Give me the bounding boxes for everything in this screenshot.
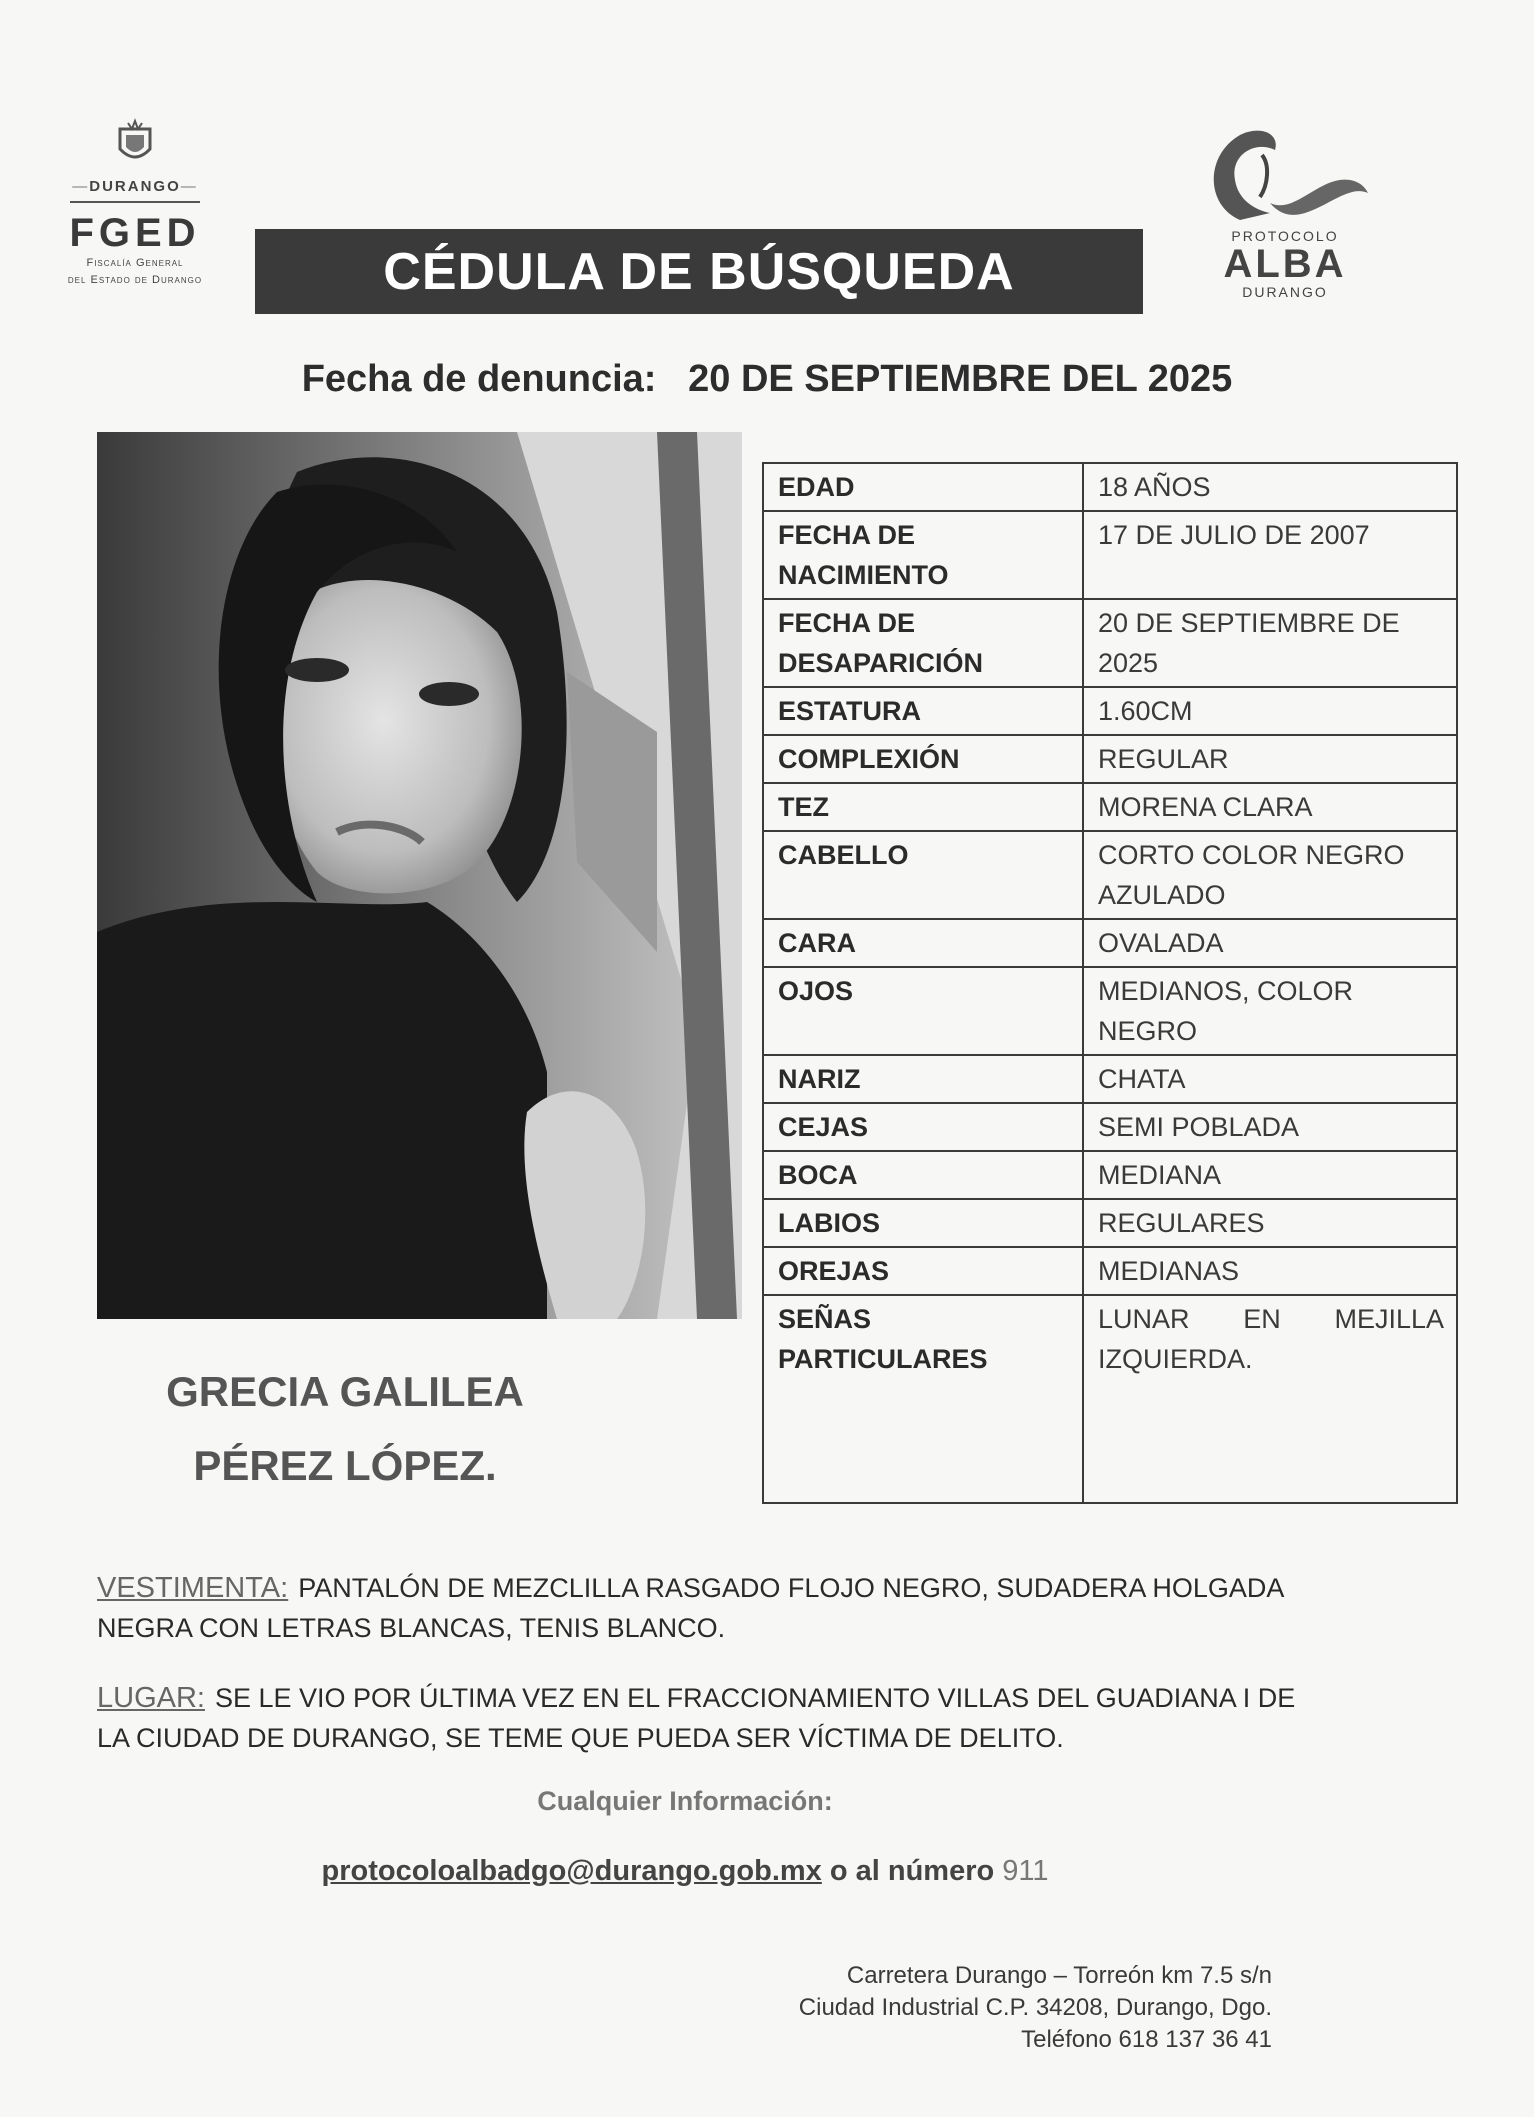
row-label: CEJAS xyxy=(763,1103,1083,1151)
row-value: REGULARES xyxy=(1083,1199,1457,1247)
table-row xyxy=(763,735,1457,783)
person-name xyxy=(100,1355,590,1503)
report-date-label: Fecha de denuncia: xyxy=(301,358,657,400)
row-label: FECHA DE NACIMIENTO xyxy=(763,511,1083,599)
divider xyxy=(70,201,200,203)
table-row xyxy=(763,463,1457,511)
row-value: CORTO COLOR NEGRO AZULADO xyxy=(1083,831,1457,919)
row-label: TEZ xyxy=(763,783,1083,831)
contact-email-link[interactable]: protocoloalbadgo@durango.gob.mx xyxy=(321,1855,822,1887)
row-label: COMPLEXIÓN xyxy=(763,735,1083,783)
alba-emblem-icon xyxy=(1200,125,1370,230)
row-label: NARIZ xyxy=(763,1055,1083,1103)
fged-acronym: FGED xyxy=(69,211,201,255)
alba-name: ALBA xyxy=(1223,242,1347,286)
clothing-section xyxy=(97,1568,1297,1648)
row-value: OVALADA xyxy=(1083,919,1457,967)
row-value: 17 DE JULIO DE 2007 xyxy=(1083,511,1457,599)
row-label: OJOS xyxy=(763,967,1083,1055)
missing-person-photo xyxy=(97,432,742,1319)
alba-state: DURANGO xyxy=(1242,284,1328,300)
alba-logo xyxy=(1190,125,1380,310)
row-value: LUNAR EN MEJILLA IZQUIERDA. xyxy=(1083,1295,1457,1503)
table-row xyxy=(763,1295,1457,1503)
contact-number: 911 xyxy=(1002,1855,1049,1887)
row-value: CHATA xyxy=(1083,1055,1457,1103)
table-row xyxy=(763,1151,1457,1199)
contact-connector: o al número xyxy=(829,1855,995,1887)
row-label: CABELLO xyxy=(763,831,1083,919)
row-label: ESTATURA xyxy=(763,687,1083,735)
table-row xyxy=(763,1247,1457,1295)
address-line-1: Carretera Durango – Torreón km 7.5 s/n xyxy=(846,1962,1272,1989)
description-table xyxy=(762,462,1458,1504)
clothing-text: PANTALÓN DE MEZCLILLA RASGADO FLOJO NEGRO, SUDADERA HOLGADA NEGRA CON LETRAS BLANCAS, TENIS BLANCO. xyxy=(97,1573,1283,1643)
address-phone: Teléfono 618 137 36 41 xyxy=(1021,2026,1272,2053)
name-line-2: PÉREZ LÓPEZ. xyxy=(193,1442,497,1489)
table-row xyxy=(763,967,1457,1055)
page-title: CÉDULA DE BÚSQUEDA xyxy=(255,229,1143,314)
row-label: SEÑAS PARTICULARES xyxy=(763,1295,1083,1503)
fged-line2: del Estado de Durango xyxy=(67,274,203,286)
name-line-1: GRECIA GALILEA xyxy=(166,1368,524,1415)
clothing-label: VESTIMENTA: xyxy=(97,1572,289,1604)
place-section xyxy=(97,1678,1297,1758)
portrait-image xyxy=(97,432,742,1319)
alba-protocol: PROTOCOLO xyxy=(1231,228,1339,244)
fged-line1: Fiscalía General xyxy=(86,257,184,269)
table-row xyxy=(763,687,1457,735)
row-label: CARA xyxy=(763,919,1083,967)
row-label: LABIOS xyxy=(763,1199,1083,1247)
row-value: REGULAR xyxy=(1083,735,1457,783)
table-row xyxy=(763,783,1457,831)
row-value: MEDIANOS, COLOR NEGRO xyxy=(1083,967,1457,1055)
row-value: 1.60CM xyxy=(1083,687,1457,735)
table-row xyxy=(763,831,1457,919)
contact-title: Cualquier Información: xyxy=(537,1786,833,1816)
fged-logo xyxy=(40,115,230,285)
address-block xyxy=(700,1960,1272,2056)
address-line-2: Ciudad Industrial C.P. 34208, Durango, Dgo. xyxy=(798,1994,1272,2021)
table-row xyxy=(763,511,1457,599)
table-row xyxy=(763,1199,1457,1247)
row-value: SEMI POBLADA xyxy=(1083,1103,1457,1151)
report-date xyxy=(0,358,1534,401)
row-value: MEDIANAS xyxy=(1083,1247,1457,1295)
row-label: EDAD xyxy=(763,463,1083,511)
report-date-value: 20 DE SEPTIEMBRE DEL 2025 xyxy=(688,358,1233,400)
row-value: MORENA CLARA xyxy=(1083,783,1457,831)
row-label: BOCA xyxy=(763,1151,1083,1199)
table-row xyxy=(763,599,1457,687)
table-row xyxy=(763,1055,1457,1103)
contact-line xyxy=(0,1855,1370,1888)
coat-of-arms-icon xyxy=(108,115,162,169)
place-text: SE LE VIO POR ÚLTIMA VEZ EN EL FRACCIONAMIENTO VILLAS DEL GUADIANA I DE LA CIUDAD DE DURANGO, SE TEME QUE PUEDA SER VÍCTIMA DE DELITO. xyxy=(97,1683,1296,1753)
fged-state: — DURANGO — xyxy=(40,178,230,195)
row-value: MEDIANA xyxy=(1083,1151,1457,1199)
table-row xyxy=(763,1103,1457,1151)
row-value: 18 AÑOS xyxy=(1083,463,1457,511)
row-value: 20 DE SEPTIEMBRE DE 2025 xyxy=(1083,599,1457,687)
place-label: LUGAR: xyxy=(97,1682,205,1714)
row-label: OREJAS xyxy=(763,1247,1083,1295)
row-label: FECHA DE DESAPARICIÓN xyxy=(763,599,1083,687)
table-row xyxy=(763,919,1457,967)
